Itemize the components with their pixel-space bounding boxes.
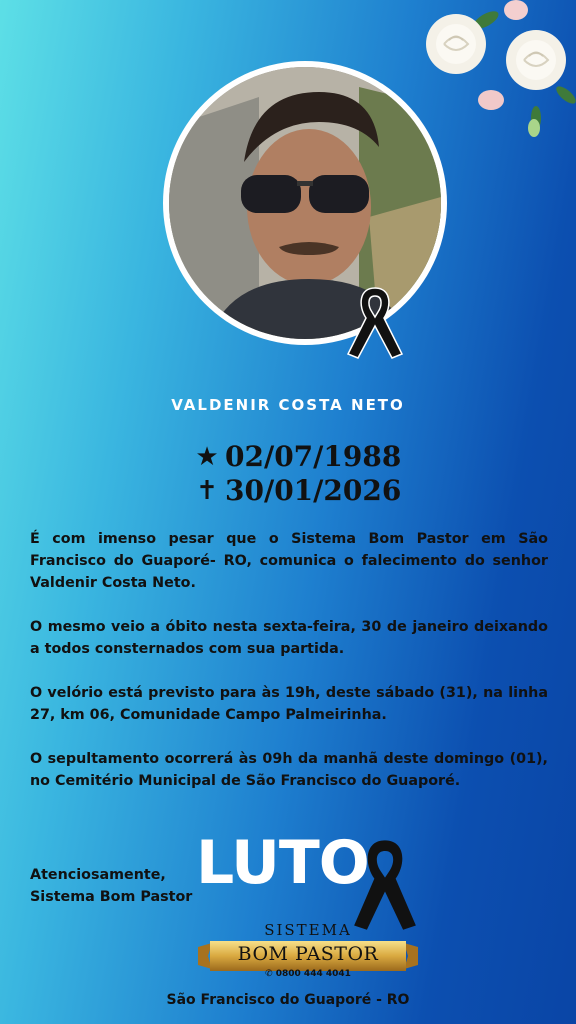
announcement-text [30, 528, 548, 792]
cross-icon: ✝ [196, 475, 218, 506]
paragraph-burial: O sepultamento ocorrerá às 09h da manhã deste domingo (01), no Cemitério Municipal de São Francisco do Guaporé. [30, 751, 548, 789]
paragraph-death: O mesmo veio a óbito nesta sexta-feira, 30 de janeiro deixando a todos consternados com sua partida. [30, 619, 548, 657]
death-date-row [195, 474, 401, 507]
signoff-line-1: Atenciosamente, [30, 867, 166, 883]
white-roses-decoration [416, 0, 576, 150]
footer-city: São Francisco do Guaporé - RO [166, 992, 410, 1008]
signoff [30, 864, 192, 908]
deceased-name: VALDENIR COSTA NETO [171, 396, 405, 414]
death-date: 30/01/2026 [225, 474, 402, 507]
logo-phone: ✆ 0800 444 4041 [265, 969, 351, 979]
sistema-bom-pastor-logo [198, 921, 418, 985]
paragraph-announcement: É com imenso pesar que o Sistema Bom Pastor em São Francisco do Guaporé- RO, comunica o falecimento do senhor Valdenir Costa Neto. [30, 531, 548, 591]
paragraph-wake: O velório está previsto para às 19h, deste sábado (31), na linha 27, km 06, Comunidade Campo Palmeirinha. [30, 685, 548, 723]
logo-sistema-text: SISTEMA [264, 921, 352, 939]
luto-heading: LUTO [196, 828, 369, 898]
mourning-ribbon-icon [352, 836, 418, 932]
logo-bom-pastor-text: BOM PASTOR [237, 943, 379, 965]
signoff-line-2: Sistema Bom Pastor [30, 889, 193, 905]
birth-date: 02/07/1988 [225, 440, 402, 473]
star-icon: ★ [195, 441, 219, 472]
mourning-ribbon-icon [344, 282, 406, 360]
birth-date-row [195, 440, 401, 473]
